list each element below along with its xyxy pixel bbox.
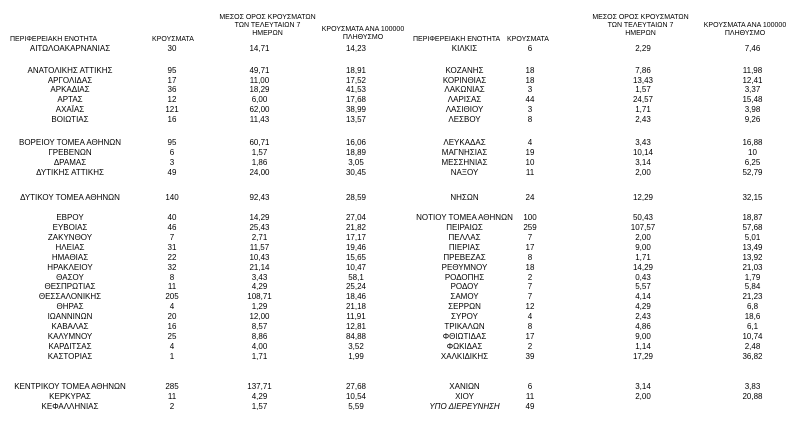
right-row-cases-cell: 2: [527, 342, 533, 351]
left-row-cases-cell: 1: [169, 352, 175, 361]
right-row-per100k-cell: 15,48: [742, 95, 763, 104]
left-header-avg7-line1: ΜΕΣΟΣ ΟΡΟΣ ΚΡΟΥΣΜΑΤΩΝ: [219, 14, 316, 21]
left-row-per100k-cell: 18,46: [345, 292, 367, 301]
left-row-region-name: ΑΡΚΑΔΙΑΣ: [50, 85, 90, 94]
right-row-cases-cell: 18: [525, 66, 535, 75]
right-row-avg7-cell: 4,29: [635, 302, 651, 311]
left-row-cases-cell: 12: [167, 95, 177, 104]
left-row-cases-cell: 121: [165, 105, 179, 114]
left-row-per100k-cell: 13,57: [345, 115, 367, 124]
left-row-per100k-cell: 84,88: [345, 332, 367, 341]
left-row-region-name: ΗΛΕΙΑΣ: [55, 243, 85, 252]
left-row-avg7-cell: 6,00: [251, 95, 268, 104]
left-row-region-name: ΔΥΤΙΚΟΥ ΤΟΜΕΑ ΑΘΗΝΩΝ: [20, 193, 120, 202]
right-row-avg7-cell: 107,57: [630, 223, 656, 232]
right-row-avg7-cell: 9,00: [635, 332, 651, 341]
right-row-cases-cell: 8: [527, 322, 533, 331]
left-row-per100k-cell: 3,05: [348, 158, 364, 167]
left-row-cases-cell: 6: [169, 148, 175, 157]
right-row-cases-cell: 3: [527, 85, 533, 94]
left-row-cases-cell: 11: [167, 282, 177, 291]
left-row-region-name: ΗΡΑΚΛΕΙΟΥ: [47, 263, 93, 272]
right-row-cases-cell: 44: [525, 95, 535, 104]
left-row-cases-cell: 40: [167, 213, 177, 222]
left-row-avg7-cell: 21,14: [249, 263, 270, 272]
right-row-cases-cell: 259: [523, 223, 537, 232]
left-row-per100k-cell: 16,06: [345, 138, 367, 147]
right-row-avg7-cell: 1,57: [635, 85, 651, 94]
right-row-region-name: ΜΕΣΣΗΝΙΑΣ: [441, 158, 488, 167]
right-row-per100k-cell: 3,37: [744, 85, 761, 94]
left-row-region-name: ΑΝΑΤΟΛΙΚΗΣ ΑΤΤΙΚΗΣ: [27, 66, 113, 75]
left-row-avg7-cell: 25,43: [249, 223, 270, 232]
left-row-per100k-cell: 17,52: [345, 76, 367, 85]
left-row-cases-cell: 11: [167, 392, 177, 401]
left-row-cases-cell: 16: [167, 322, 177, 331]
right-row-region-name: ΣΕΡΡΩΝ: [448, 302, 481, 311]
left-row-avg7-cell: 4,00: [251, 342, 268, 351]
left-row-per100k-cell: 27,68: [345, 382, 367, 391]
left-row-cases-cell: 205: [165, 292, 179, 301]
right-header-cases: ΚΡΟΥΣΜΑΤΑ: [507, 36, 549, 43]
left-row-region-name: ΑΙΤΩΛΟΑΚΑΡΝΑΝΙΑΣ: [29, 44, 111, 53]
right-row-cases-cell: 49: [525, 402, 535, 411]
left-row-cases-cell: 22: [167, 253, 177, 262]
left-row-region-name: ΕΒΡΟΥ: [56, 213, 84, 222]
right-row-avg7-cell: 5,57: [635, 282, 651, 291]
left-row-avg7-cell: 49,71: [249, 66, 270, 75]
left-header-per100k-line2: ΠΛΗΘΥΣΜΟ: [342, 34, 384, 41]
right-row-region-name: ΛΑΡΙΣΑΣ: [447, 95, 482, 104]
left-row-avg7-cell: 1,57: [251, 148, 268, 157]
left-row-region-name: ΚΕΝΤΡΙΚΟΥ ΤΟΜΕΑ ΑΘΗΝΩΝ: [14, 382, 126, 391]
left-row-cases-cell: 8: [169, 273, 175, 282]
right-row-per100k-cell: 21,03: [742, 263, 763, 272]
left-row-avg7-cell: 8,86: [251, 332, 268, 341]
right-row-region-name: ΡΟΔΟΥ: [450, 282, 479, 291]
left-row-region-name: ΘΕΣΣΑΛΟΝΙΚΗΣ: [38, 292, 102, 301]
left-row-avg7-cell: 11,57: [249, 243, 270, 252]
right-row-cases-cell: 12: [525, 302, 535, 311]
right-row-cases-cell: 7: [527, 282, 533, 291]
right-row-region-name: ΥΠΟ ΔΙΕΡΕΥΝΗΣΗ: [429, 402, 500, 411]
right-row-region-name: ΣΑΜΟΥ: [450, 292, 479, 301]
left-row-region-name: ΚΑΣΤΟΡΙΑΣ: [47, 352, 93, 361]
right-row-cases-cell: 4: [527, 138, 533, 147]
left-row-region-name: ΑΡΤΑΣ: [57, 95, 83, 104]
left-row-cases-cell: 140: [165, 193, 179, 202]
right-row-avg7-cell: 1,14: [635, 342, 651, 351]
right-row-cases-cell: 2: [527, 273, 533, 282]
right-row-avg7-cell: 4,14: [635, 292, 651, 301]
right-row-per100k-cell: 1,79: [744, 273, 761, 282]
right-row-avg7-cell: 3,43: [635, 138, 651, 147]
left-row-cases-cell: 31: [167, 243, 177, 252]
left-row-avg7-cell: 8,57: [251, 322, 268, 331]
right-header-avg7-line3: ΗΜΕΡΩΝ: [625, 30, 656, 37]
left-row-per100k-cell: 58,1: [348, 273, 364, 282]
left-header-per100k-line1: ΚΡΟΥΣΜΑΤΑ ΑΝΑ 100000: [321, 26, 405, 33]
left-row-avg7-cell: 137,71: [247, 382, 272, 391]
left-row-avg7-cell: 1,71: [251, 352, 268, 361]
right-row-cases-cell: 18: [525, 263, 535, 272]
left-row-per100k-cell: 12,81: [345, 322, 367, 331]
left-row-per100k-cell: 10,54: [345, 392, 367, 401]
left-row-avg7-cell: 1,29: [251, 302, 268, 311]
left-row-avg7-cell: 10,43: [249, 253, 270, 262]
left-row-per100k-cell: 3,52: [348, 342, 364, 351]
right-row-region-name: ΚΙΛΚΙΣ: [451, 44, 478, 53]
right-row-region-name: ΡΟΔΟΠΗΣ: [444, 273, 485, 282]
left-row-region-name: ΗΜΑΘΙΑΣ: [51, 253, 89, 262]
left-row-region-name: ΕΥΒΟΙΑΣ: [52, 223, 88, 232]
right-row-avg7-cell: 12,29: [632, 193, 654, 202]
right-row-cases-cell: 7: [527, 292, 533, 301]
right-row-cases-cell: 8: [527, 115, 533, 124]
right-row-region-name: ΚΟΖΑΝΗΣ: [445, 66, 484, 75]
right-row-per100k-cell: 18,6: [744, 312, 761, 321]
left-row-cases-cell: 32: [167, 263, 177, 272]
left-row-avg7-cell: 3,43: [251, 273, 268, 282]
left-row-region-name: ΔΡΑΜΑΣ: [53, 158, 87, 167]
right-row-avg7-cell: 2,00: [635, 392, 651, 401]
right-row-avg7-cell: 50,43: [632, 213, 654, 222]
left-row-cases-cell: 25: [167, 332, 177, 341]
left-row-region-name: ΙΩΑΝΝΙΝΩΝ: [47, 312, 93, 321]
right-row-cases-cell: 100: [523, 213, 537, 222]
left-row-cases-cell: 4: [169, 302, 175, 311]
right-row-per100k-cell: 10,74: [742, 332, 763, 341]
right-row-per100k-cell: 18,87: [742, 213, 763, 222]
right-row-per100k-cell: 32,15: [742, 193, 763, 202]
right-row-avg7-cell: 3,14: [635, 382, 651, 391]
left-row-cases-cell: 95: [167, 66, 177, 75]
left-row-avg7-cell: 14,71: [249, 44, 270, 53]
right-row-per100k-cell: 3,83: [744, 382, 761, 391]
left-row-avg7-cell: 11,43: [249, 115, 270, 124]
right-row-region-name: ΚΟΡΙΝΘΙΑΣ: [442, 76, 487, 85]
right-row-region-name: ΛΑΚΩΝΙΑΣ: [444, 85, 485, 94]
right-row-region-name: ΠΡΕΒΕΖΑΣ: [443, 253, 486, 262]
left-row-region-name: ΘΑΣΟΥ: [56, 273, 84, 282]
left-row-per100k-cell: 15,65: [345, 253, 367, 262]
left-row-per100k-cell: 25,24: [345, 282, 367, 291]
right-row-per100k-cell: 13,92: [742, 253, 763, 262]
right-row-cases-cell: 39: [525, 352, 535, 361]
left-row-cases-cell: 30: [167, 44, 177, 53]
right-row-per100k-cell: 6,1: [746, 322, 759, 331]
right-row-per100k-cell: 2,48: [744, 342, 761, 351]
left-row-region-name: ΔΥΤΙΚΗΣ ΑΤΤΙΚΗΣ: [36, 168, 104, 177]
right-row-avg7-cell: 14,29: [632, 263, 654, 272]
right-row-cases-cell: 7: [527, 233, 533, 242]
left-row-cases-cell: 3: [169, 158, 175, 167]
left-row-cases-cell: 36: [167, 85, 177, 94]
right-row-avg7-cell: 10,14: [632, 148, 654, 157]
right-row-avg7-cell: 1,71: [635, 105, 651, 114]
left-row-region-name: ΚΑΒΑΛΑΣ: [51, 322, 89, 331]
right-row-region-name: ΛΑΣΙΘΙΟΥ: [445, 105, 484, 114]
right-row-avg7-cell: 9,00: [635, 243, 651, 252]
right-row-region-name: ΠΕΙΡΑΙΩΣ: [446, 223, 483, 232]
right-row-region-name: ΤΡΙΚΑΛΩΝ: [444, 322, 485, 331]
left-row-region-name: ΚΑΡΔΙΤΣΑΣ: [48, 342, 92, 351]
left-row-cases-cell: 285: [165, 382, 179, 391]
right-header-region: ΠΕΡΙΦΕΡΕΙΑΚΗ ΕΝΟΤΗΤΑ: [413, 36, 501, 43]
left-row-region-name: ΓΡΕΒΕΝΩΝ: [48, 148, 92, 157]
right-row-cases-cell: 11: [525, 392, 535, 401]
left-row-avg7-cell: 24,00: [249, 168, 270, 177]
left-row-region-name: ΑΡΓΟΛΙΔΑΣ: [47, 76, 93, 85]
left-row-cases-cell: 17: [167, 76, 177, 85]
left-row-cases-cell: 16: [167, 115, 177, 124]
left-row-avg7-cell: 92,43: [249, 193, 270, 202]
right-row-per100k-cell: 57,68: [742, 223, 763, 232]
right-row-avg7-cell: 24,57: [632, 95, 654, 104]
left-row-cases-cell: 7: [169, 233, 175, 242]
right-row-region-name: ΝΗΣΩΝ: [450, 193, 479, 202]
right-header-avg7-line2: ΤΩΝ ΤΕΛΕΥΤΑΙΩΝ 7: [607, 22, 674, 29]
right-row-per100k-cell: 11,98: [742, 66, 763, 75]
right-row-per100k-cell: 6,25: [744, 158, 761, 167]
right-row-cases-cell: 6: [527, 382, 533, 391]
right-row-per100k-cell: 5,01: [744, 233, 761, 242]
right-header-per100k-line1: ΚΡΟΥΣΜΑΤΑ ΑΝΑ 100000: [703, 22, 787, 29]
right-row-cases-cell: 3: [527, 105, 533, 114]
right-row-avg7-cell: 2,43: [635, 312, 651, 321]
right-row-cases-cell: 18: [525, 76, 535, 85]
right-row-per100k-cell: 6,8: [746, 302, 759, 311]
left-row-region-name: ΚΕΡΚΥΡΑΣ: [49, 392, 91, 401]
right-row-avg7-cell: 3,14: [635, 158, 651, 167]
left-row-per100k-cell: 17,17: [345, 233, 367, 242]
left-row-avg7-cell: 62,00: [249, 105, 270, 114]
left-row-region-name: ΑΧΑΪΑΣ: [55, 105, 85, 114]
right-row-avg7-cell: 13,43: [632, 76, 654, 85]
right-row-cases-cell: 11: [525, 168, 535, 177]
right-row-avg7-cell: 4,86: [635, 322, 651, 331]
left-row-region-name: ΚΑΛΥΜΝΟΥ: [47, 332, 93, 341]
left-row-avg7-cell: 12,00: [249, 312, 270, 321]
right-row-region-name: ΧΙΟΥ: [455, 392, 474, 401]
right-row-region-name: ΦΘΙΩΤΙΔΑΣ: [442, 332, 487, 341]
left-row-cases-cell: 49: [167, 168, 177, 177]
right-row-cases-cell: 24: [525, 193, 535, 202]
right-row-cases-cell: 17: [525, 243, 535, 252]
left-row-avg7-cell: 11,00: [249, 76, 270, 85]
left-row-per100k-cell: 10,47: [345, 263, 367, 272]
left-row-per100k-cell: 21,18: [345, 302, 367, 311]
left-row-per100k-cell: 28,59: [345, 193, 367, 202]
right-row-avg7-cell: 17,29: [632, 352, 654, 361]
left-row-per100k-cell: 27,04: [345, 213, 367, 222]
right-row-per100k-cell: 5,84: [744, 282, 761, 291]
right-row-region-name: ΠΕΛΛΑΣ: [448, 233, 481, 242]
right-row-per100k-cell: 12,41: [742, 76, 763, 85]
right-row-region-name: ΛΕΣΒΟΥ: [448, 115, 481, 124]
left-row-per100k-cell: 41,53: [345, 85, 367, 94]
left-row-per100k-cell: 14,23: [345, 44, 367, 53]
left-row-per100k-cell: 18,91: [345, 66, 367, 75]
right-header-avg7-line1: ΜΕΣΟΣ ΟΡΟΣ ΚΡΟΥΣΜΑΤΩΝ: [592, 14, 689, 21]
right-row-region-name: ΧΑΝΙΩΝ: [449, 382, 480, 391]
right-row-region-name: ΛΕΥΚΑΔΑΣ: [443, 138, 486, 147]
right-row-cases-cell: 19: [525, 148, 535, 157]
right-row-per100k-cell: 52,79: [742, 168, 763, 177]
right-row-per100k-cell: 20,88: [742, 392, 763, 401]
left-row-avg7-cell: 14,29: [249, 213, 270, 222]
left-row-per100k-cell: 5,59: [348, 402, 364, 411]
right-row-avg7-cell: 2,29: [635, 44, 651, 53]
right-row-avg7-cell: 2,43: [635, 115, 651, 124]
right-row-region-name: ΝΑΞΟΥ: [450, 168, 479, 177]
right-row-region-name: ΧΑΛΚΙΔΙΚΗΣ: [440, 352, 489, 361]
right-row-region-name: ΝΟΤΙΟΥ ΤΟΜΕΑ ΑΘΗΝΩΝ: [416, 213, 513, 222]
left-row-region-name: ΘΕΣΠΡΩΤΙΑΣ: [44, 282, 96, 291]
left-row-per100k-cell: 11,91: [346, 312, 366, 321]
right-row-avg7-cell: 2,00: [635, 168, 651, 177]
left-row-per100k-cell: 18,89: [345, 148, 367, 157]
right-row-per100k-cell: 7,46: [744, 44, 761, 53]
left-row-region-name: ΒΟΡΕΙΟΥ ΤΟΜΕΑ ΑΘΗΝΩΝ: [18, 138, 122, 147]
left-row-avg7-cell: 60,71: [249, 138, 270, 147]
right-row-per100k-cell: 13,49: [742, 243, 763, 252]
left-row-per100k-cell: 21,82: [345, 223, 367, 232]
left-row-per100k-cell: 19,46: [345, 243, 367, 252]
left-row-avg7-cell: 4,29: [251, 282, 268, 291]
right-row-avg7-cell: 1,71: [635, 253, 651, 262]
right-row-cases-cell: 4: [527, 312, 533, 321]
left-row-per100k-cell: 30,45: [345, 168, 367, 177]
right-row-cases-cell: 6: [527, 44, 533, 53]
left-row-region-name: ΒΟΙΩΤΙΑΣ: [51, 115, 89, 124]
right-row-per100k-cell: 36,82: [742, 352, 763, 361]
left-row-avg7-cell: 18,29: [249, 85, 270, 94]
right-header-per100k-line2: ΠΛΗΘΥΣΜΟ: [724, 30, 766, 37]
left-row-cases-cell: 46: [167, 223, 177, 232]
left-row-region-name: ΖΑΚΥΝΘΟΥ: [47, 233, 93, 242]
left-row-cases-cell: 95: [167, 138, 177, 147]
left-header-avg7-line2: ΤΩΝ ΤΕΛΕΥΤΑΙΩΝ 7: [234, 22, 301, 29]
left-header-cases: ΚΡΟΥΣΜΑΤΑ: [152, 36, 194, 43]
right-row-cases-cell: 10: [525, 158, 535, 167]
right-row-per100k-cell: 3,98: [744, 105, 761, 114]
left-row-cases-cell: 20: [167, 312, 177, 321]
left-row-cases-cell: 4: [169, 342, 175, 351]
right-row-per100k-cell: 9,26: [744, 115, 761, 124]
left-row-avg7-cell: 1,57: [251, 402, 268, 411]
right-row-avg7-cell: 0,43: [635, 273, 651, 282]
right-row-region-name: ΠΙΕΡΙΑΣ: [448, 243, 481, 252]
right-row-region-name: ΣΥΡΟΥ: [451, 312, 478, 321]
right-row-cases-cell: 17: [525, 332, 535, 341]
left-row-avg7-cell: 1,86: [251, 158, 268, 167]
right-row-per100k-cell: 16,88: [742, 138, 763, 147]
right-row-region-name: ΦΩΚΙΔΑΣ: [446, 342, 483, 351]
right-row-cases-cell: 8: [527, 253, 533, 262]
left-header-region: ΠΕΡΙΦΕΡΕΙΑΚΗ ΕΝΟΤΗΤΑ: [10, 36, 98, 43]
left-row-avg7-cell: 2,71: [251, 233, 268, 242]
left-row-per100k-cell: 38,99: [345, 105, 367, 114]
right-row-region-name: ΡΕΘΥΜΝΟΥ: [441, 263, 488, 272]
left-row-avg7-cell: 108,71: [247, 292, 272, 301]
left-row-per100k-cell: 1,99: [348, 352, 364, 361]
left-row-region-name: ΚΕΦΑΛΛΗΝΙΑΣ: [41, 402, 99, 411]
right-row-avg7-cell: 2,00: [635, 233, 651, 242]
right-row-per100k-cell: 21,23: [742, 292, 763, 301]
left-row-per100k-cell: 17,68: [345, 95, 367, 104]
left-row-cases-cell: 2: [169, 402, 175, 411]
left-row-avg7-cell: 4,29: [251, 392, 268, 401]
right-row-avg7-cell: 7,86: [635, 66, 651, 75]
left-row-region-name: ΘΗΡΑΣ: [56, 302, 84, 311]
right-row-region-name: ΜΑΓΝΗΣΙΑΣ: [441, 148, 488, 157]
right-row-per100k-cell: 10: [748, 148, 757, 157]
left-header-avg7-line3: ΗΜΕΡΩΝ: [252, 30, 283, 37]
